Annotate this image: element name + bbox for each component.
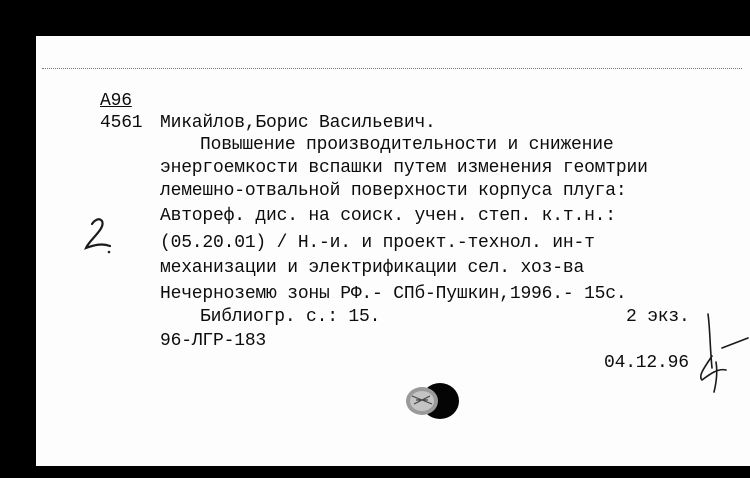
handwritten-mark-icon: [80, 212, 120, 256]
handwritten-scribble-icon: [696, 308, 750, 394]
dotted-guide-line: [42, 68, 742, 69]
punch-hole-icon: [402, 382, 460, 420]
title-line-2: энергоемкости вспашки путем изменения геомтрии: [160, 158, 648, 178]
catalog-card: [36, 36, 750, 466]
title-line-6: механизации и электрификации сел. хоз-ва: [160, 258, 585, 278]
title-line-7: Нечерноземю зоны РФ.- СПб-Пушкин,1996.- 15с.: [160, 284, 627, 304]
copies-count: 2 экз.: [626, 307, 690, 327]
call-number: 96-ЛГР-183: [160, 331, 267, 351]
shelf-mark: А96: [100, 91, 132, 111]
title-line-5: (05.20.01) / Н.-и. и проект.-технол. ин-т: [160, 233, 595, 253]
bibliography-note: Библиогр. с.: 15.: [200, 307, 381, 327]
author: Микайлов,Борис Васильевич.: [160, 113, 436, 133]
accession-number: 4561: [100, 113, 143, 133]
title-line-3: лемешно-отвальной поверхности корпуса плуга:: [160, 181, 627, 201]
date-stamp: 04.12.96: [604, 353, 689, 373]
title-line-1: Повышение производительности и снижение: [200, 135, 614, 155]
title-line-4: Автореф. дис. на соиск. учен. степ. к.т.н.:: [160, 206, 616, 226]
